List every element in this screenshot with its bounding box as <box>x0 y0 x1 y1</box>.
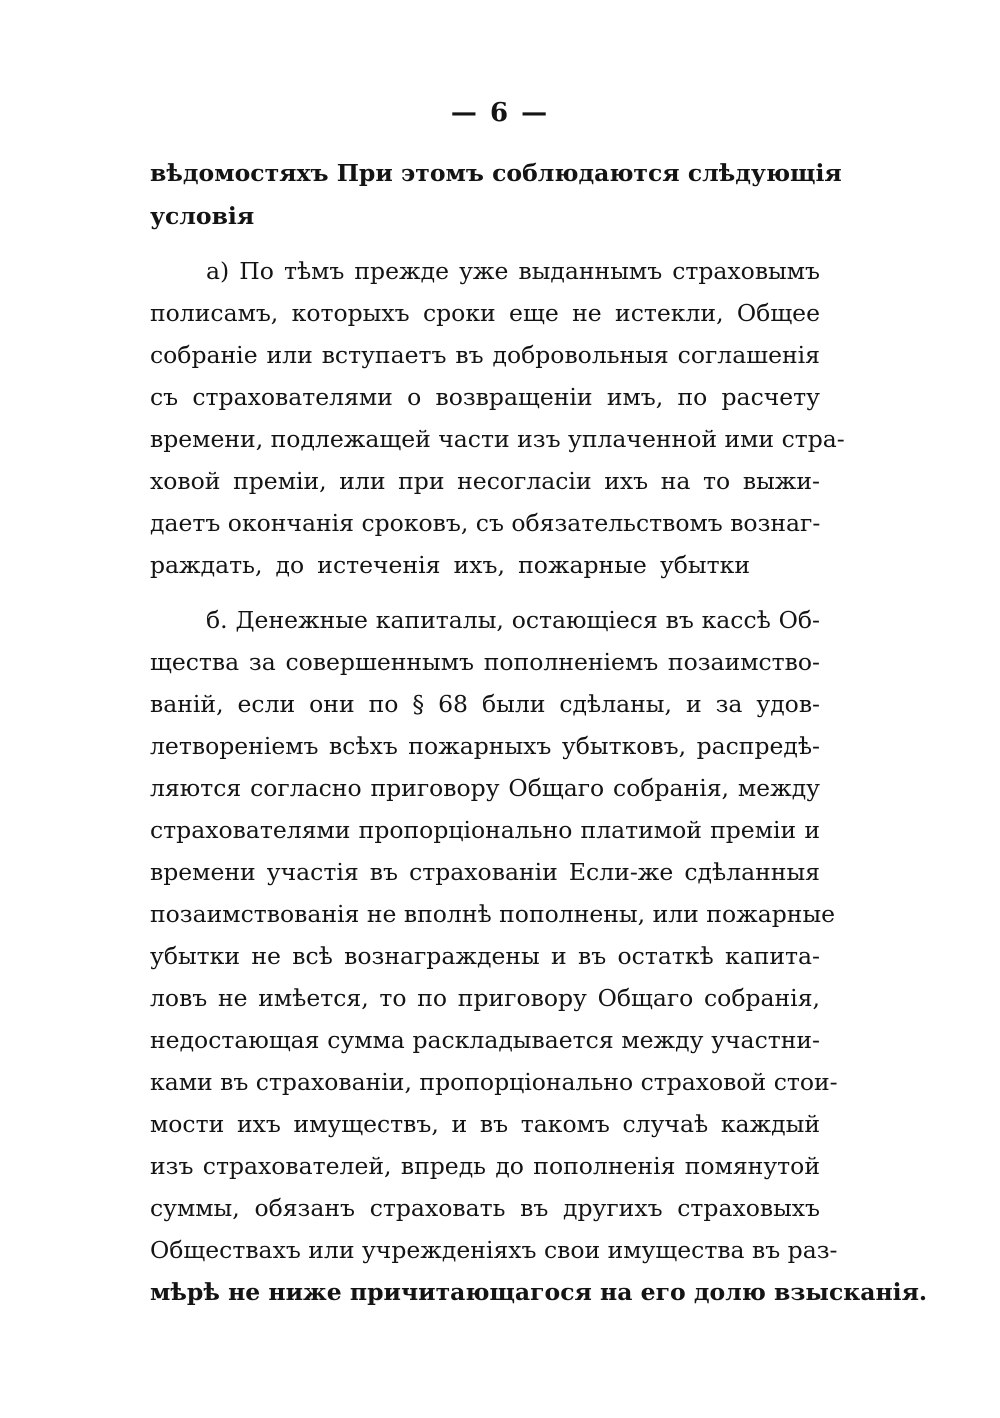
text-line: съ страхователями о возвращеніи имъ, по расчету <box>150 383 820 411</box>
text-line: времени, подлежащей части изъ уплаченной ими стра- <box>150 425 845 453</box>
text-line: Обществахъ или учрежденіяхъ свои имущества въ раз- <box>150 1236 838 1264</box>
text-line: условія <box>150 202 255 230</box>
text-line: б. Денежные капиталы, остающіеся въ кассѣ Об- <box>206 606 820 634</box>
text-line: позаимствованія не вполнѣ пополнены, или пожарные <box>150 900 836 928</box>
text-line: вѣдомостяхъ При этомъ соблюдаются слѣдующія <box>150 159 842 187</box>
text-line: убытки не всѣ вознаграждены и въ остаткѣ капита- <box>150 942 820 970</box>
text-line: страхователями пропорціонально платимой преміи и <box>150 816 820 844</box>
text-line: ками въ страхованіи, пропорціонально страховой стои- <box>150 1068 838 1096</box>
text-line: даетъ окончанія сроковъ, съ обязательствомъ вознаг- <box>150 509 821 537</box>
page-number: — 6 — <box>450 98 550 128</box>
text-line: суммы, обязанъ страховать въ другихъ страховыхъ <box>150 1194 820 1222</box>
text-line: ляются согласно приговору Общаго собранія, между <box>150 774 820 802</box>
text-line: ваній, если они по § 68 были сдѣланы, и за удов- <box>150 690 820 718</box>
text-line: раждать, до истеченія ихъ, пожарные убытки <box>150 551 750 579</box>
text-line: мѣрѣ не ниже причитающагося на его долю взысканія. <box>150 1278 928 1306</box>
text-line: летвореніемъ всѣхъ пожарныхъ убытковъ, распредѣ- <box>150 732 820 760</box>
text-line: ловъ не имѣется, то по приговору Общаго собранія, <box>150 984 820 1012</box>
text-line: щества за совершеннымъ пополненіемъ позаимство- <box>150 648 820 676</box>
text-line: собраніе или вступаетъ въ добровольныя соглашенія <box>150 341 820 369</box>
text-line: времени участія въ страхованіи Если-же сдѣланныя <box>150 858 820 886</box>
text-line: недостающая сумма раскладывается между участни- <box>150 1026 820 1054</box>
text-line: а) По тѣмъ прежде уже выданнымъ страховымъ <box>206 257 820 285</box>
text-line: изъ страхователей, впредь до пополненія помянутой <box>150 1152 820 1180</box>
text-line: ховой преміи, или при несогласіи ихъ на то выжи- <box>150 467 820 495</box>
text-line: мости ихъ имуществъ, и въ такомъ случаѣ каждый <box>150 1110 820 1138</box>
text-line: полисамъ, которыхъ сроки еще не истекли, Общее <box>150 299 820 327</box>
